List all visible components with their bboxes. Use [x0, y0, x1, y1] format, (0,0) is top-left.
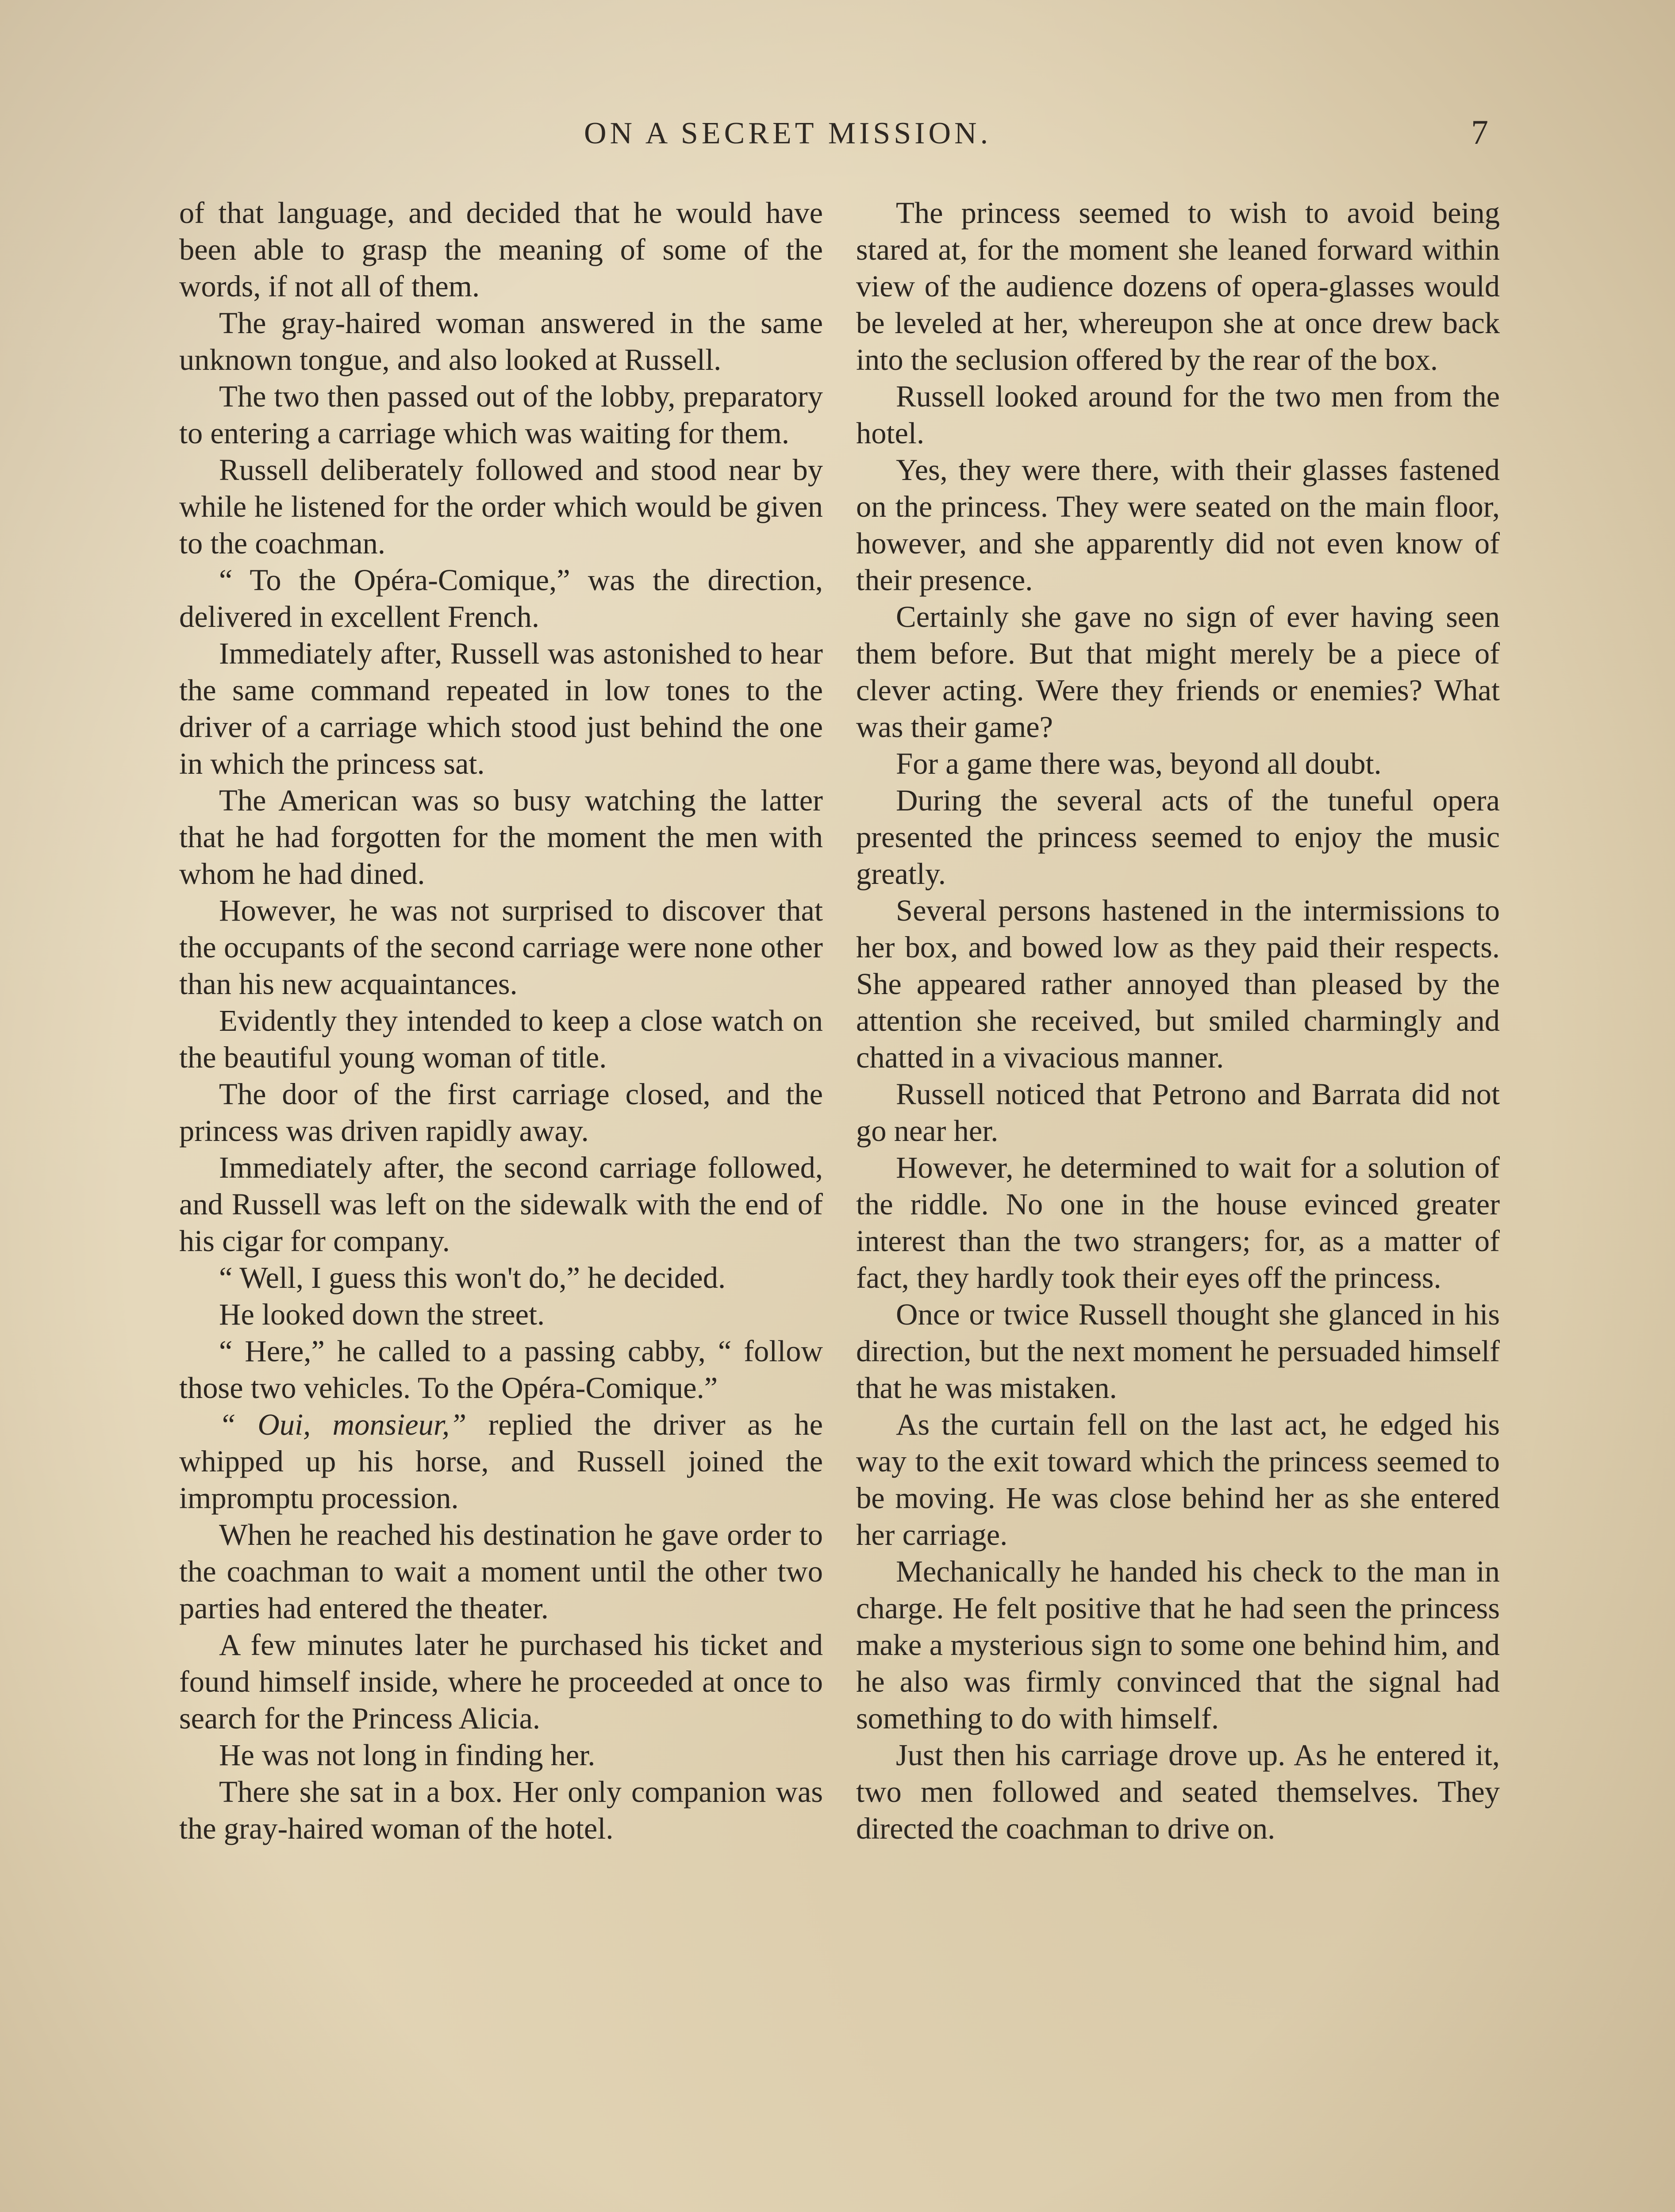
page-number: 7 — [1471, 113, 1488, 151]
paragraph: Russell noticed that Petrono and Barrata did not go near her. — [856, 1077, 1500, 1148]
paragraph: However, he determined to wait for a solution of the riddle. No one in the house evinced greater interest than the two strangers; for, as a matter of fact, they hardly took their eyes off the princess. — [856, 1151, 1500, 1294]
paragraph: As the curtain fell on the last act, he edged his way to the exit toward which the princess seemed to be moving. He was close behind her as she entered her carriage. — [856, 1408, 1500, 1551]
paragraph-with-italic-lead — [179, 1406, 823, 1517]
paragraph: During the several acts of the tuneful opera presented the princess seemed to enjoy the music greatly. — [856, 783, 1500, 891]
paragraph: Evidently they intended to keep a close watch on the beautiful young woman of title. — [179, 1004, 823, 1074]
paragraph: Mechanically he handed his check to the man in charge. He felt positive that he had seen the princess make a mysterious sign to some one behind him, and he also was firmly convinced that the signal had something to do with himself. — [856, 1555, 1500, 1735]
paragraph: The gray-haired woman answered in the same unknown tongue, and also looked at Russell. — [179, 306, 823, 376]
paragraph: However, he was not surprised to discover that the occupants of the second carriage were none other than his new acquaintances. — [179, 894, 823, 1001]
paragraph: He looked down the street. — [219, 1298, 545, 1331]
paragraph: Russell deliberately followed and stood near by while he listened for the order which would be given to the coachman. — [179, 453, 823, 560]
running-title: ON A SECRET MISSION. — [584, 116, 992, 150]
right-column — [856, 195, 1500, 2212]
paragraph: The door of the first carriage closed, and the princess was driven rapidly away. — [179, 1077, 823, 1148]
paragraph: Russell looked around for the two men from the hotel. — [856, 380, 1500, 450]
paragraph: A few minutes later he purchased his ticket and found himself inside, where he proceeded at once to search for the Princess Alicia. — [179, 1628, 823, 1735]
paragraph: The princess seemed to wish to avoid being stared at, for the moment she leaned forward within view of the audience dozens of opera-glasses would be leveled at her, whereupon she at once drew back into the seclusion offered by the rear of the box. — [856, 196, 1500, 376]
paragraph: For a game there was, beyond all doubt. — [896, 747, 1382, 780]
paragraph: There she sat in a box. Her only companion was the gray-haired woman of the hotel. — [179, 1775, 823, 1845]
paragraph: The American was so busy watching the latter that he had forgotten for the moment the men with whom he had dined. — [179, 783, 823, 891]
paragraph: “ Here,” he called to a passing cabby, “ follow those two vehicles. To the Opéra-Comique.” — [179, 1334, 823, 1405]
paragraph: Several persons hastened in the intermissions to her box, and bowed low as they paid their respects. She appeared rather annoyed than pleased by the attention she received, but smiled charmingly and chatted in a vivacious manner. — [856, 894, 1500, 1074]
paragraph: Yes, they were there, with their glasses fastened on the princess. They were seated on the main floor, however, and she apparently did not even know of their presence. — [856, 453, 1500, 597]
italic-lead: “ Oui, monsieur,” — [219, 1408, 467, 1441]
paragraph: He was not long in finding her. — [219, 1738, 595, 1772]
paragraph: When he reached his destination he gave order to the coachman to wait a moment until the other two parties had entered the theater. — [179, 1518, 823, 1625]
paragraph: “ Well, I guess this won't do,” he decided. — [219, 1261, 726, 1294]
paragraph: The two then passed out of the lobby, preparatory to entering a carriage which was waiting for them. — [179, 380, 823, 450]
paragraph: of that language, and decided that he would have been able to grasp the meaning of some of the words, if not all of them. — [179, 196, 823, 303]
paragraph: Certainly she gave no sign of ever having seen them before. But that might merely be a piece of clever acting. Were they friends or enemies? What was their game? — [856, 600, 1500, 744]
paragraph: “ To the Opéra-Comique,” was the direction, delivered in excellent French. — [179, 563, 823, 634]
paragraph-rest: replied the driver as he whipped up his horse, and Russell joined the impromptu procession. — [179, 1408, 823, 1515]
paragraph: Just then his carriage drove up. As he entered it, two men followed and seated themselves. They directed the coachman to drive on. — [856, 1738, 1500, 1845]
running-head — [0, 113, 1675, 156]
paragraph: Immediately after, the second carriage followed, and Russell was left on the sidewalk with the end of his cigar for company. — [179, 1151, 823, 1258]
left-column — [179, 195, 823, 2212]
paragraph: Immediately after, Russell was astonished to hear the same command repeated in low tones to the driver of a carriage which stood just behind the one in which the princess sat. — [179, 637, 823, 780]
paragraph: Once or twice Russell thought she glanced in his direction, but the next moment he persuaded himself that he was mistaken. — [856, 1298, 1500, 1405]
